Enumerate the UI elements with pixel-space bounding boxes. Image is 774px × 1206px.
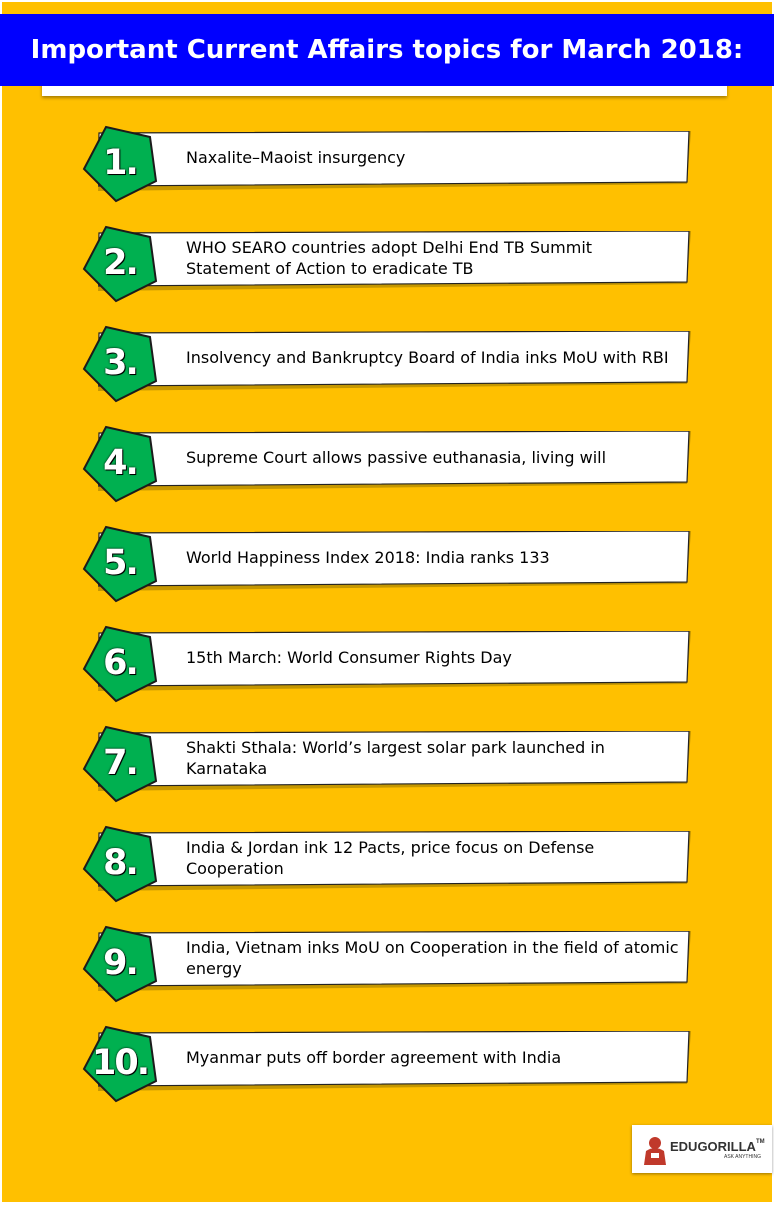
number-label: 10.	[91, 1043, 148, 1083]
list-item	[80, 1023, 695, 1105]
logo-brand-text: EDUGORILLA™	[670, 1139, 765, 1154]
list-item	[80, 523, 695, 605]
number-label: 6.	[103, 643, 137, 683]
edugorilla-logo	[632, 1125, 772, 1173]
list-item	[80, 423, 695, 505]
logo-tagline: ASK ANYTHING	[724, 1154, 761, 1160]
number-badge	[80, 823, 160, 903]
gorilla-logo-icon	[638, 1133, 672, 1167]
number-badge	[80, 1023, 160, 1103]
item-text: World Happiness Index 2018: India ranks 133	[186, 548, 550, 567]
page-title: Important Current Affairs topics for March 2018:	[30, 35, 744, 65]
number-badge	[80, 523, 160, 603]
item-text: 15th March: World Consumer Rights Day	[186, 648, 512, 667]
number-badge	[80, 323, 160, 403]
item-text: Supreme Court allows passive euthanasia, living will	[186, 448, 607, 467]
list-item	[80, 123, 695, 205]
item-text: Naxalite–Maoist insurgency	[186, 148, 406, 167]
item-text: India, Vietnam inks MoU on Cooperation in the field of atomic energy	[186, 937, 679, 978]
number-badge	[80, 123, 160, 203]
number-label: 5.	[103, 543, 137, 583]
number-badge	[80, 623, 160, 703]
number-label: 8.	[103, 843, 137, 883]
number-badge	[80, 423, 160, 503]
item-text: India & Jordan ink 12 Pacts, price focus on Defense Cooperation	[186, 837, 595, 878]
list-item	[80, 723, 695, 805]
number-label: 2.	[103, 243, 137, 283]
number-label: 9.	[103, 943, 137, 983]
number-label: 4.	[103, 443, 137, 483]
number-label: 3.	[103, 343, 137, 383]
number-badge	[80, 223, 160, 303]
number-label: 1.	[103, 143, 137, 183]
number-label: 7.	[103, 743, 137, 783]
list-item	[80, 323, 695, 405]
item-text: WHO SEARO countries adopt Delhi End TB Summit Statement of Action to eradicate TB	[186, 237, 593, 278]
item-text: Myanmar puts off border agreement with India	[186, 1048, 562, 1067]
list-item	[80, 923, 695, 1005]
number-badge	[80, 923, 160, 1003]
list-item	[80, 823, 695, 905]
item-text: Insolvency and Bankruptcy Board of India inks MoU with RBI	[186, 348, 669, 367]
header-banner	[0, 14, 774, 86]
list-item	[80, 623, 695, 705]
number-badge	[80, 723, 160, 803]
item-text: Shakti Sthala: World’s largest solar park launched in Karnataka	[186, 737, 605, 778]
list-item	[80, 223, 695, 305]
